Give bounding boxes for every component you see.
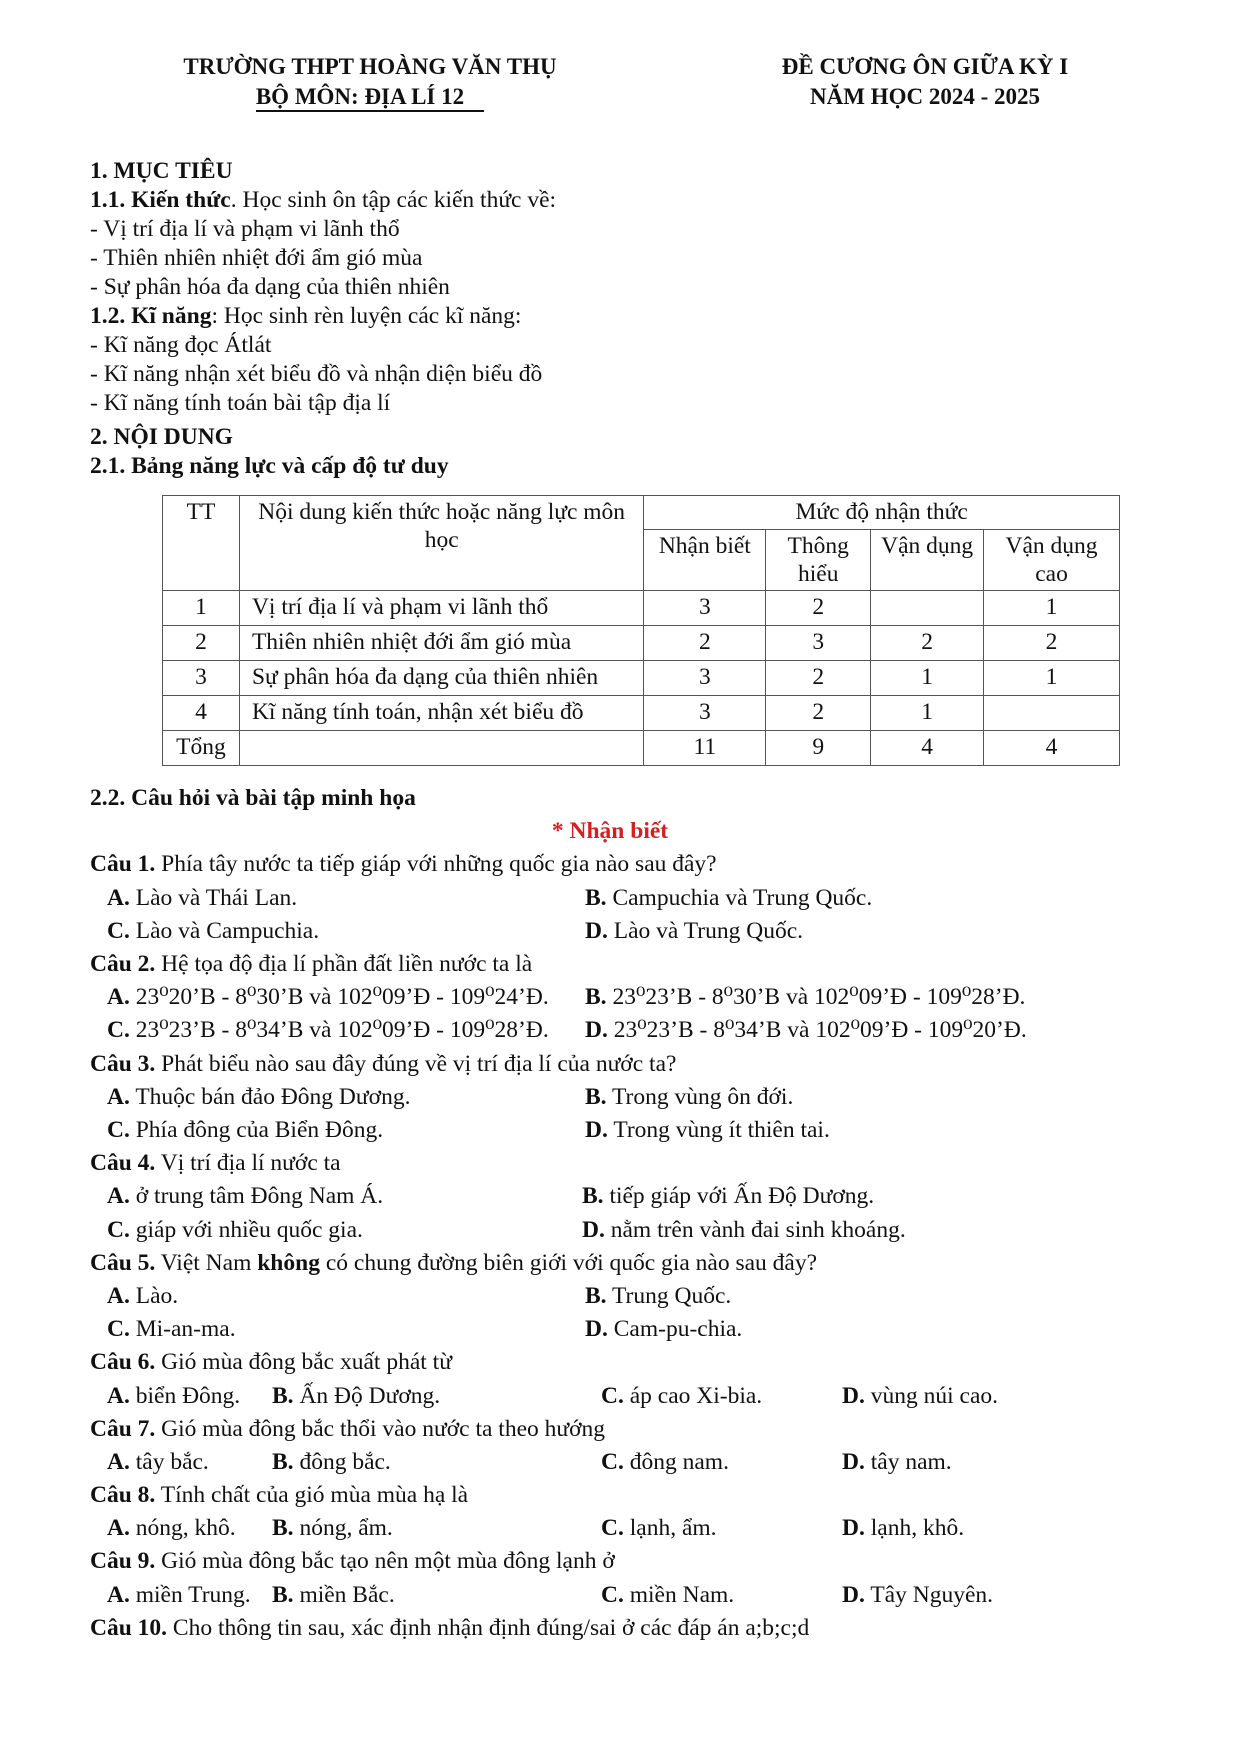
row-count: 4 xyxy=(871,731,984,766)
option-letter: C. xyxy=(107,1017,130,1044)
answer-option[interactable] xyxy=(272,1512,393,1545)
option-row xyxy=(90,1579,1170,1612)
option-text: Lào. xyxy=(135,1282,179,1309)
row-count xyxy=(871,591,984,626)
option-text: nằm trên vành đai sinh khoáng. xyxy=(610,1216,906,1243)
row-count: 1 xyxy=(871,696,984,731)
option-letter: B. xyxy=(585,884,607,911)
question-text: Tính chất của gió mùa mùa hạ là xyxy=(155,1482,469,1509)
answer-option[interactable] xyxy=(107,1180,383,1213)
col-level-header: Mức độ nhận thức xyxy=(644,496,1120,530)
answer-option[interactable] xyxy=(272,1380,440,1413)
answer-option[interactable] xyxy=(272,1446,391,1479)
answer-option[interactable] xyxy=(601,1446,729,1479)
section2-heading: 2. NỘI DUNG xyxy=(90,424,233,450)
option-row xyxy=(90,882,1170,915)
option-text: 23⁰23’B - 8⁰30’B và 102⁰09’Đ - 109⁰28’Đ. xyxy=(612,984,1026,1011)
row-count: 2 xyxy=(984,626,1120,661)
question-stem xyxy=(90,1545,1170,1578)
option-letter: A. xyxy=(107,984,130,1011)
option-text: nóng, ẩm. xyxy=(299,1515,393,1542)
option-row xyxy=(90,1446,1170,1479)
row-number: 3 xyxy=(163,661,240,696)
question-text: Việt Nam xyxy=(155,1249,258,1276)
answer-option[interactable] xyxy=(585,1081,793,1114)
question-label: Câu 6. xyxy=(90,1349,156,1376)
option-letter: A. xyxy=(107,1083,130,1110)
option-letter: A. xyxy=(107,1282,130,1309)
question-stem xyxy=(90,1247,1170,1280)
level-header: Nhận biết xyxy=(644,530,766,591)
option-text: Lào và Campuchia. xyxy=(135,917,320,944)
option-letter: A. xyxy=(107,1382,130,1409)
option-letter: C. xyxy=(601,1382,624,1409)
option-letter: A. xyxy=(107,884,130,911)
knowledge-item: - Vị trí địa lí và phạm vi lãnh thổ xyxy=(90,216,400,242)
level-header: Thông hiểu xyxy=(766,530,871,591)
level-title: * Nhận biết xyxy=(551,818,669,845)
option-text: Thuộc bán đảo Đông Dương. xyxy=(135,1083,411,1110)
row-count: 3 xyxy=(766,626,871,661)
row-content: Vị trí địa lí và phạm vi lãnh thổ xyxy=(239,591,643,626)
option-letter: B. xyxy=(272,1581,294,1608)
option-text: Lào và Trung Quốc. xyxy=(613,917,804,944)
row-count: 3 xyxy=(644,696,766,731)
option-text: Trong vùng ít thiên tai. xyxy=(613,1116,830,1143)
option-letter: D. xyxy=(842,1581,865,1608)
option-letter: C. xyxy=(107,1116,130,1143)
question-stem xyxy=(90,1048,1170,1081)
option-text: vùng núi cao. xyxy=(870,1382,998,1409)
option-text: biển Đông. xyxy=(135,1382,241,1409)
question-text: Phát biểu nào sau đây đúng về vị trí địa lí của nước ta? xyxy=(155,1050,677,1077)
row-count: 9 xyxy=(766,731,871,766)
option-letter: D. xyxy=(585,1017,608,1044)
answer-option[interactable] xyxy=(585,1114,830,1147)
option-letter: B. xyxy=(272,1382,294,1409)
option-letter: C. xyxy=(601,1581,624,1608)
section-objectives xyxy=(90,157,1150,481)
department-name: BỘ MÔN: ĐỊA LÍ 12 xyxy=(256,84,484,112)
answer-option[interactable] xyxy=(107,915,319,948)
option-text: lạnh, khô. xyxy=(870,1515,965,1542)
row-content xyxy=(239,731,643,766)
answer-option[interactable] xyxy=(585,915,803,948)
answer-option[interactable] xyxy=(842,1380,998,1413)
answer-option[interactable] xyxy=(601,1579,734,1612)
knowledge-label: 1.1. Kiến thức xyxy=(90,187,231,213)
option-text: đông bắc. xyxy=(299,1448,391,1475)
option-letter: D. xyxy=(842,1515,865,1542)
option-text: 23⁰20’B - 8⁰30’B và 102⁰09’Đ - 109⁰24’Đ. xyxy=(135,984,549,1011)
answer-option[interactable] xyxy=(107,1313,236,1346)
answer-option[interactable] xyxy=(601,1380,762,1413)
table-row xyxy=(163,591,1120,626)
question-label: Câu 1. xyxy=(90,851,156,878)
row-count: 11 xyxy=(644,731,766,766)
question-label: Câu 2. xyxy=(90,950,156,977)
question-stem xyxy=(90,948,1170,981)
option-letter: A. xyxy=(107,1581,130,1608)
skill-item: - Kĩ năng nhận xét biểu đồ và nhận diện biểu đồ xyxy=(90,361,543,387)
option-text: Cam-pu-chia. xyxy=(613,1316,743,1343)
answer-option[interactable] xyxy=(107,1081,410,1114)
knowledge-text: . Học sinh ôn tập các kiến thức về: xyxy=(230,187,557,213)
answer-option[interactable] xyxy=(107,1280,178,1313)
option-text: Lào và Thái Lan. xyxy=(135,884,298,911)
table-heading: 2.1. Bảng năng lực và cấp độ tư duy xyxy=(90,453,449,479)
row-count: 2 xyxy=(766,661,871,696)
row-count: 1 xyxy=(984,591,1120,626)
answer-option[interactable] xyxy=(107,1214,363,1247)
questions-area xyxy=(90,782,1170,1645)
option-text: Trung Quốc. xyxy=(612,1282,732,1309)
question-label: Câu 9. xyxy=(90,1548,156,1575)
option-text: tiếp giáp với Ấn Độ Dương. xyxy=(609,1183,875,1210)
question-label: Câu 8. xyxy=(90,1482,156,1509)
answer-option[interactable] xyxy=(107,1579,251,1612)
skill-label: 1.2. Kĩ năng xyxy=(90,303,212,329)
level-header: Vận dụng cao xyxy=(984,530,1120,591)
answer-option[interactable] xyxy=(842,1512,964,1545)
question-stem xyxy=(90,1612,1170,1645)
option-row xyxy=(90,1114,1170,1147)
row-count xyxy=(984,696,1120,731)
school-name: TRƯỜNG THPT HOÀNG VĂN THỤ xyxy=(183,54,557,79)
option-letter: C. xyxy=(601,1448,624,1475)
option-letter: B. xyxy=(585,984,607,1011)
question-text: Phía tây nước ta tiếp giáp với những quốc gia nào sau đây? xyxy=(155,851,717,878)
row-count: 4 xyxy=(984,731,1120,766)
row-count: 2 xyxy=(766,696,871,731)
option-text: Trong vùng ôn đới. xyxy=(612,1083,794,1110)
option-row xyxy=(90,981,1170,1014)
header-left xyxy=(120,52,620,112)
answer-option[interactable] xyxy=(842,1579,993,1612)
question-label: Câu 7. xyxy=(90,1415,156,1442)
header-right xyxy=(705,52,1145,112)
row-count: 3 xyxy=(644,661,766,696)
document-title: ĐỀ CƯƠNG ÔN GIỮA KỲ I xyxy=(781,54,1069,79)
option-text: ở trung tâm Đông Nam Á. xyxy=(135,1183,384,1210)
table-row xyxy=(163,661,1120,696)
answer-option[interactable] xyxy=(582,1180,874,1213)
option-letter: A. xyxy=(107,1183,130,1210)
row-number: Tổng xyxy=(163,731,240,766)
answer-option[interactable] xyxy=(107,981,549,1014)
option-letter: B. xyxy=(585,1083,607,1110)
question-text: có chung đường biên giới với quốc gia nào sau đây? xyxy=(319,1249,818,1276)
answer-option[interactable] xyxy=(107,1114,383,1147)
question-stem xyxy=(90,848,1170,881)
question-text: Vị trí địa lí nước ta xyxy=(155,1150,341,1177)
option-text: tây bắc. xyxy=(135,1448,209,1475)
question-stem xyxy=(90,1346,1170,1379)
answer-option[interactable] xyxy=(272,1579,395,1612)
question-label: Câu 3. xyxy=(90,1050,156,1077)
option-letter: D. xyxy=(585,1316,608,1343)
option-text: Ấn Độ Dương. xyxy=(299,1382,441,1409)
row-count: 2 xyxy=(871,626,984,661)
question-list xyxy=(90,848,1170,1645)
school-year: NĂM HỌC 2024 - 2025 xyxy=(810,84,1040,109)
option-letter: D. xyxy=(842,1382,865,1409)
table-row xyxy=(163,696,1120,731)
answer-option[interactable] xyxy=(107,1512,236,1545)
option-letter: B. xyxy=(272,1448,294,1475)
answer-option[interactable] xyxy=(585,981,1025,1014)
option-text: nóng, khô. xyxy=(135,1515,236,1542)
answer-option[interactable] xyxy=(585,1313,742,1346)
option-text: 23⁰23’B - 8⁰34’B và 102⁰09’Đ - 109⁰20’Đ. xyxy=(613,1017,1027,1044)
option-letter: C. xyxy=(107,1316,130,1343)
option-row xyxy=(90,1014,1170,1047)
question-emphasis: không xyxy=(257,1249,320,1276)
answer-option[interactable] xyxy=(585,1014,1027,1047)
answer-option[interactable] xyxy=(107,1014,549,1047)
question-label: Câu 10. xyxy=(90,1614,168,1641)
skill-item: - Kĩ năng đọc Átlát xyxy=(90,332,272,358)
question-label: Câu 5. xyxy=(90,1249,156,1276)
question-text: Hệ tọa độ địa lí phần đất liền nước ta là xyxy=(155,950,533,977)
option-row xyxy=(90,1280,1170,1313)
questions-heading: 2.2. Câu hỏi và bài tập minh họa xyxy=(90,785,416,811)
option-text: áp cao Xi-bia. xyxy=(629,1382,763,1409)
skill-line xyxy=(90,302,1150,331)
answer-option[interactable] xyxy=(601,1512,717,1545)
option-text: miền Bắc. xyxy=(299,1581,395,1608)
option-text: miền Nam. xyxy=(629,1581,735,1608)
row-content: Sự phân hóa đa dạng của thiên nhiên xyxy=(239,661,643,696)
option-row xyxy=(90,1313,1170,1346)
option-row xyxy=(90,1380,1170,1413)
option-row xyxy=(90,1180,1170,1213)
option-letter: B. xyxy=(272,1515,294,1542)
option-letter: D. xyxy=(842,1448,865,1475)
option-row xyxy=(90,1214,1170,1247)
knowledge-item: - Thiên nhiên nhiệt đới ẩm gió mùa xyxy=(90,245,423,271)
option-text: lạnh, ẩm. xyxy=(629,1515,717,1542)
section1-heading: 1. MỤC TIÊU xyxy=(90,158,233,184)
question-text: Gió mùa đông bắc tạo nên một mùa đông lạnh ở xyxy=(155,1548,615,1575)
option-text: 23⁰23’B - 8⁰34’B và 102⁰09’Đ - 109⁰28’Đ. xyxy=(135,1017,549,1044)
competency-table xyxy=(162,495,1120,766)
option-letter: B. xyxy=(585,1282,607,1309)
question-text: Gió mùa đông bắc thổi vào nước ta theo hướng xyxy=(155,1415,606,1442)
answer-option[interactable] xyxy=(585,882,872,915)
row-count: 2 xyxy=(644,626,766,661)
row-content: Thiên nhiên nhiệt đới ẩm gió mùa xyxy=(239,626,643,661)
question-stem xyxy=(90,1147,1170,1180)
answer-option[interactable] xyxy=(582,1214,906,1247)
question-text: Cho thông tin sau, xác định nhận định đúng/sai ở các đáp án a;b;c;d xyxy=(167,1614,810,1641)
row-count: 1 xyxy=(871,661,984,696)
row-count: 3 xyxy=(644,591,766,626)
option-row xyxy=(90,1512,1170,1545)
option-text: miền Trung. xyxy=(135,1581,251,1608)
option-letter: D. xyxy=(585,917,608,944)
option-row xyxy=(90,915,1170,948)
option-letter: B. xyxy=(582,1183,604,1210)
option-row xyxy=(90,1081,1170,1114)
row-count: 1 xyxy=(984,661,1120,696)
answer-option[interactable] xyxy=(585,1280,731,1313)
option-letter: D. xyxy=(582,1216,605,1243)
option-letter: D. xyxy=(585,1116,608,1143)
row-content: Kĩ năng tính toán, nhận xét biểu đồ xyxy=(239,696,643,731)
knowledge-item: - Sự phân hóa đa dạng của thiên nhiên xyxy=(90,274,450,300)
answer-option[interactable] xyxy=(107,1380,240,1413)
col-content-header: Nội dung kiến thức hoặc năng lực môn học xyxy=(239,496,643,591)
option-letter: A. xyxy=(107,1515,130,1542)
option-letter: C. xyxy=(107,917,130,944)
col-tt-header: TT xyxy=(163,496,240,591)
table-row xyxy=(163,626,1120,661)
option-text: tây nam. xyxy=(870,1448,952,1475)
question-text: Gió mùa đông bắc xuất phát từ xyxy=(155,1349,452,1376)
skill-item: - Kĩ năng tính toán bài tập địa lí xyxy=(90,390,391,416)
level-header: Vận dụng xyxy=(871,530,984,591)
option-letter: C. xyxy=(107,1216,130,1243)
question-stem xyxy=(90,1413,1170,1446)
question-label: Câu 4. xyxy=(90,1150,156,1177)
option-text: Tây Nguyên. xyxy=(870,1581,993,1608)
answer-option[interactable] xyxy=(107,1446,209,1479)
row-number: 1 xyxy=(163,591,240,626)
option-letter: A. xyxy=(107,1448,130,1475)
option-text: giáp với nhiều quốc gia. xyxy=(135,1216,363,1243)
option-text: Mi-an-ma. xyxy=(135,1316,236,1343)
knowledge-line xyxy=(90,186,1150,215)
option-text: đông nam. xyxy=(629,1448,729,1475)
option-letter: C. xyxy=(601,1515,624,1542)
answer-option[interactable] xyxy=(842,1446,952,1479)
question-stem xyxy=(90,1479,1170,1512)
answer-option[interactable] xyxy=(107,882,297,915)
option-text: Campuchia và Trung Quốc. xyxy=(612,884,873,911)
skill-text: : Học sinh rèn luyện các kĩ năng: xyxy=(211,303,522,329)
option-text: Phía đông của Biển Đông. xyxy=(135,1116,384,1143)
row-count: 2 xyxy=(766,591,871,626)
row-number: 4 xyxy=(163,696,240,731)
row-number: 2 xyxy=(163,626,240,661)
table-row xyxy=(163,731,1120,766)
